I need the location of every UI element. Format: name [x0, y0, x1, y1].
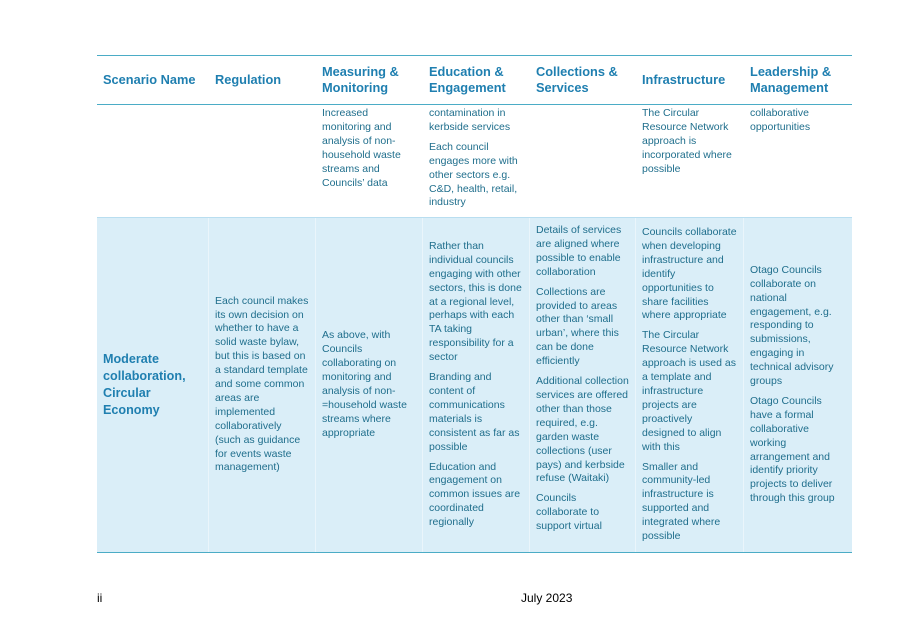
cell-text: Education and engagement on common issues are coordinated regionally: [429, 460, 521, 529]
cell-text: Councils collaborate to support virtual: [536, 492, 602, 533]
cell-education: [423, 218, 530, 552]
cell-text: Each council makes its own decision on whether to have a solid waste bylaw, but this is based on a standard template and some common areas are implemented collaboratively (such as guidance for events waste management): [215, 294, 309, 474]
cell-text: Otago Councils have a formal collaborative working arrangement and identify priority projects to deliver through this group: [750, 394, 835, 505]
cell-text: Otago Councils collaborate on national engagement, e.g. responding to submissions, engaging in technical advisory groups: [750, 263, 834, 388]
cell-text: Additional collection services are offered other than those required, e.g. garden waste collections (user pays) and kerbside refuse (Waitaki): [536, 375, 629, 485]
header-collections-services: Collections & Services: [536, 63, 618, 95]
page-number: ii: [97, 591, 103, 605]
cell-text: Increased monitoring and analysis of non-household waste streams and Councils’ data: [322, 107, 401, 189]
cell-scenario: [97, 105, 209, 215]
cell-scenario-name: [97, 218, 209, 552]
cell-text: Collections are provided to areas other than ‘small urban’, where this can be done efficiently: [536, 285, 619, 368]
cell-text: Branding and content of communications materials is consistent as far as possible: [429, 371, 520, 453]
header-leadership-management: Leadership & Management: [750, 63, 832, 95]
cell-text: collaborative opportunities: [750, 107, 811, 133]
header-scenario-name: Scenario Name: [103, 71, 196, 87]
cell-collections: [530, 105, 636, 215]
cell-text: As above, with Councils collaborating on monitoring and analysis of non-=household waste streams where appropriate: [322, 329, 407, 439]
header-education-engagement: Education & Engagement: [429, 63, 506, 95]
scenario-name-text: Moderate collaboration, Circular Economy: [103, 352, 186, 417]
cell-text: Councils collaborate when developing infrastructure and identify opportunities to share facilities where appropriate: [642, 226, 737, 322]
cell-measuring: [316, 218, 423, 552]
cell-text: Details of services are aligned where possible to enable collaboration: [536, 224, 622, 278]
header-regulation: Regulation: [215, 71, 282, 87]
cell-leadership: [744, 105, 852, 215]
cell-regulation: [209, 105, 316, 215]
table-row-continued: [97, 105, 852, 215]
cell-leadership: [744, 218, 852, 552]
cell-measuring: [316, 105, 423, 215]
table-header-row: [97, 56, 852, 105]
cell-education: [423, 105, 530, 215]
scenario-table: [97, 55, 852, 553]
header-measuring-monitoring: Measuring & Monitoring: [322, 63, 399, 95]
cell-text: Each council engages more with other sectors e.g. C&D, health, retail, industry: [429, 140, 518, 209]
cell-text: contamination in kerbside services: [429, 107, 511, 133]
footer-date: July 2023: [521, 591, 573, 605]
header-infrastructure: Infrastructure: [642, 71, 726, 87]
table-row-moderate-collaboration: [97, 217, 852, 553]
cell-infrastructure: [636, 218, 744, 552]
cell-collections: [530, 218, 636, 552]
cell-regulation: [209, 218, 316, 552]
cell-text: The Circular Resource Network approach is incorporated where possible: [642, 107, 732, 175]
cell-text: The Circular Resource Network approach is used as a template and infrastructure projects are proactively designed to align with this: [642, 329, 736, 453]
cell-infrastructure: [636, 105, 744, 215]
cell-text: Rather than individual councils engaging with other sectors, this is done at a regional level, perhaps with each TA taking responsibility for a sector: [429, 239, 522, 364]
cell-text: Smaller and community-led infrastructure is supported and integrated where possible: [642, 460, 721, 543]
